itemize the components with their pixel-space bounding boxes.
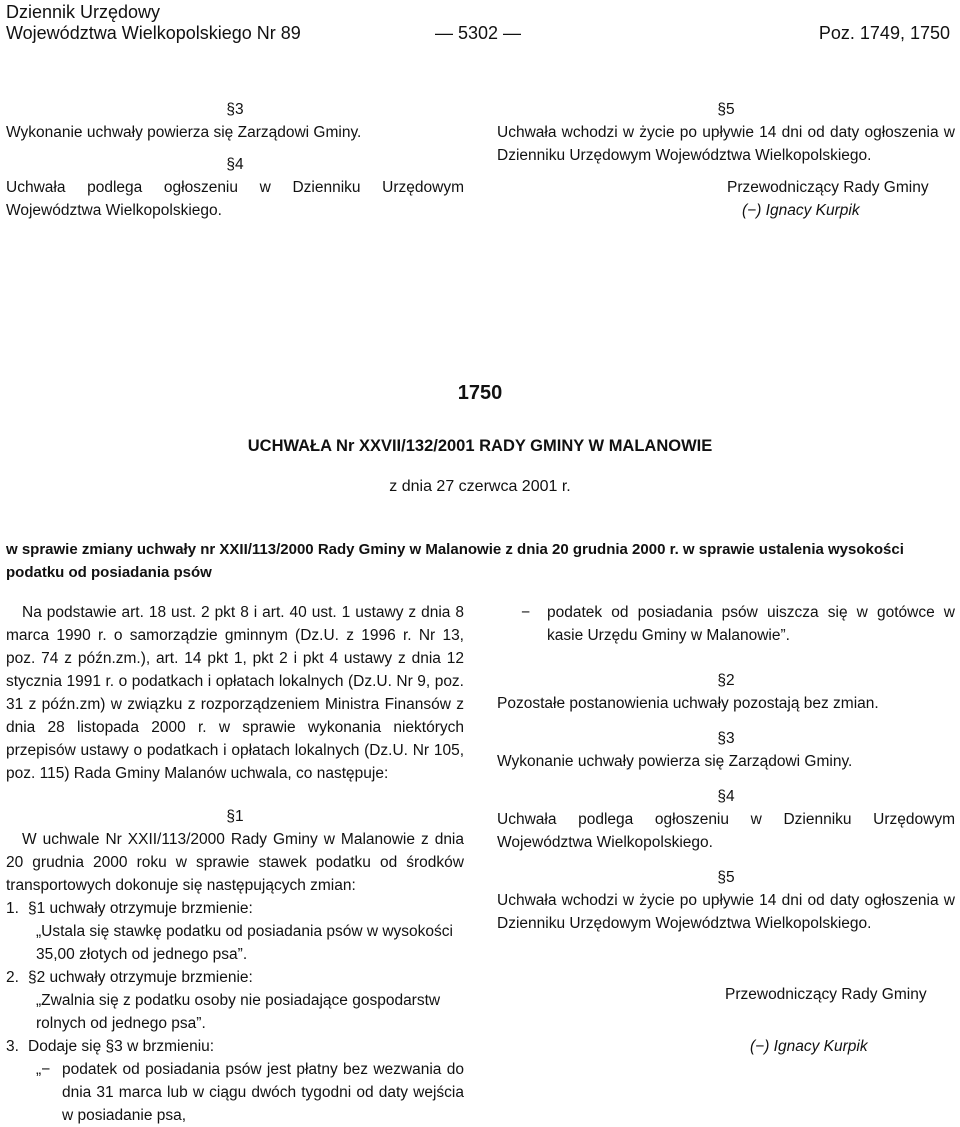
section-4-title: §4 <box>717 788 735 805</box>
preamble <box>6 601 464 785</box>
body-left-column <box>6 601 464 1127</box>
prev-chair-title: Przewodniczący Rady Gminy <box>727 179 929 196</box>
section-2-title: §2 <box>717 672 735 689</box>
list-item-3-number: 3. <box>6 1038 19 1055</box>
section-1-text: W uchwale Nr XXII/113/2000 Rady Gminy w Malanowie z dnia 20 grudnia 2000 roku w sprawie stawek podatku od środków transportowych dokonuje się następujących zmian: <box>6 831 464 894</box>
journal-title <box>6 2 301 44</box>
list-item-2-text: §2 uchwały otrzymuje brzmienie: <box>28 969 253 986</box>
list-item-1-text: §1 uchwały otrzymuje brzmienie: <box>28 900 253 917</box>
continued-dash-item <box>497 601 955 647</box>
list-item-1 <box>6 897 464 920</box>
section-4-text: Uchwała podlega ogłoszeniu w Dzienniku Urzędowym Województwa Wielkopolskiego. <box>497 811 955 851</box>
list-item-3-quote-dash: „− <box>36 1061 51 1078</box>
chair-title: Przewodniczący Rady Gminy <box>725 986 927 1003</box>
document-subject: w sprawie zmiany uchwały nr XXII/113/2000 Rady Gminy w Malanowie z dnia 20 grudnia 2000 r. w sprawie ustalenia wysokości podatku od posiadania psów <box>6 541 904 581</box>
list-item-3-text: Dodaje się §3 w brzmieniu: <box>28 1038 215 1055</box>
section-5-title: §5 <box>717 869 735 886</box>
document-title: UCHWAŁA Nr XXVII/132/2001 RADY GMINY W MALANOWIE <box>247 437 713 455</box>
prev-section-4-text: Uchwała podlega ogłoszeniu w Dzienniku Urzędowym Województwa Wielkopolskiego. <box>6 179 464 219</box>
prev-section-5-title: §5 <box>717 101 735 118</box>
prev-left-column <box>6 98 464 222</box>
continued-dash-text: podatek od posiadania psów uiszcza się w gotówce w kasie Urzędu Gminy w Malanowie”. <box>547 604 955 644</box>
prev-chair-name: (−) Ignacy Kurpik <box>742 202 860 219</box>
prev-section-4-title: §4 <box>226 156 244 173</box>
page-number: — 5302 — <box>435 23 522 43</box>
list-item-3-quote-text: podatek od posiadania psów jest płatny bez wezwania do dnia 31 marca lub w ciągu dwóch tygodni od daty wejścia w posiadanie psa, <box>62 1061 464 1124</box>
section-3-text: Wykonanie uchwały powierza się Zarządowi Gminy. <box>497 753 853 770</box>
section-2-text: Pozostałe postanowienia uchwały pozostają bez zmian. <box>497 695 879 712</box>
prev-section-3-title: §3 <box>226 101 244 118</box>
list-item-3-quote <box>6 1058 464 1127</box>
list-item-3 <box>6 1035 464 1058</box>
dash-marker: − <box>521 604 531 621</box>
journal-line-2: Województwa Wielkopolskiego Nr 89 <box>6 23 301 43</box>
list-item-2-number: 2. <box>6 969 19 986</box>
chair-name: (−) Ignacy Kurpik <box>750 1038 868 1055</box>
list-item-2 <box>6 966 464 989</box>
document-number: 1750 <box>457 382 503 404</box>
journal-line-1: Dziennik Urzędowy <box>6 2 161 22</box>
list-item-1-quote: „Ustala się stawkę podatku od posiadania psów w wysokości 35,00 złotych od jednego psa”. <box>36 923 453 963</box>
list-item-1-number: 1. <box>6 900 19 917</box>
prev-section-3-text: Wykonanie uchwały powierza się Zarządowi Gminy. <box>6 124 362 141</box>
position-number: Poz. 1749, 1750 <box>818 23 950 43</box>
section-5-text: Uchwała wchodzi w życie po upływie 14 dni od daty ogłoszenia w Dzienniku Urzędowym Województwa Wielkopolskiego. <box>497 892 955 932</box>
prev-right-column <box>497 98 955 222</box>
preamble-text: Na podstawie art. 18 ust. 2 pkt 8 i art. 40 ust. 1 ustawy z dnia 8 marca 1990 r. o samorządzie gminnym (Dz.U. z 1996 r. Nr 13, poz. 74 z późn.zm.), art. 14 pkt 1, pkt 2 i pkt 4 ustawy z dnia 12 stycznia 1991 r. o podatkach i opłatach lokalnych (Dz.U. Nr 9, poz. 31 z późn.zm) w związku z rozporządzeniem Ministra Finansów z dnia 28 listopada 2000 r. w sprawie wykonania niektórych przepisów ustawy o podatkach i opłatach lokalnych (Dz.U. Nr 105, poz. 115) Rada Gminy Malanów uchwala, co następuje: <box>6 604 464 782</box>
section-1-title: §1 <box>226 808 244 825</box>
body-right-column <box>497 601 955 1058</box>
list-item-2-quote: „Zwalnia się z podatku osoby nie posiadające gospodarstw rolnych od jednego psa”. <box>36 992 441 1032</box>
prev-section-5-text: Uchwała wchodzi w życie po upływie 14 dni od daty ogłoszenia w Dzienniku Urzędowym Województwa Wielkopolskiego. <box>497 124 955 164</box>
document-date: z dnia 27 czerwca 2001 r. <box>389 478 571 495</box>
section-3-title: §3 <box>717 730 735 747</box>
